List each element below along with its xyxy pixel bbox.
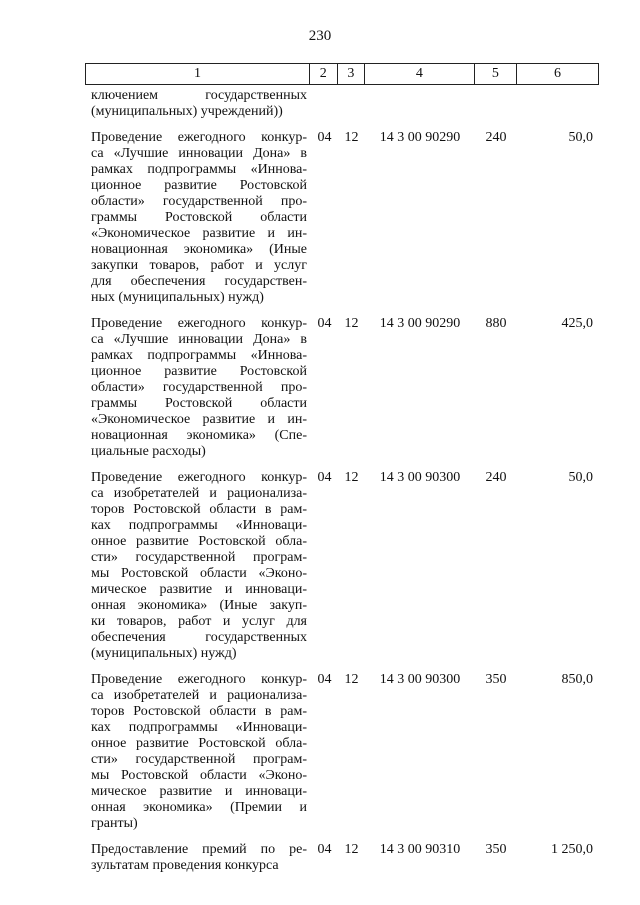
table-row [85,316,599,460]
description-line: ках подпрограммы «Инноваци- [91,720,307,735]
section-code: 04 [317,842,332,857]
header-col-1: 1 [193,66,201,81]
description-line: онное развитие Ростовской обла- [91,736,307,751]
section-code: 04 [317,672,332,687]
header-col-5: 5 [474,64,516,84]
description-line: циальные расходы) [91,444,206,459]
header-col-2: 2 [309,64,337,84]
expense-type-code: 240 [485,130,507,145]
description-line: гранты) [91,816,138,831]
row-description [85,130,311,306]
amount: 50,0 [568,130,593,145]
description-line: торов Ростовской области в рам- [91,502,307,517]
amount: 1 250,0 [551,842,593,857]
description-line: мы Ростовской области «Эконо- [91,566,307,581]
header-col-4: 4 [364,64,474,84]
amount: 425,0 [561,316,593,331]
description-line: ках подпрограммы «Инноваци- [91,518,307,533]
target-article-code: 14 3 00 90300 [379,672,461,687]
table-body [85,88,599,874]
page-number: 230 [308,28,332,44]
table-row [85,470,599,662]
description-line: (муниципальных) учреждений)) [91,104,283,119]
subsection-code: 12 [344,316,359,331]
subsection-code: 12 [344,672,359,687]
description-line: новационная экономика» (Спе- [91,428,307,443]
row-description [85,672,311,832]
description-line: (муниципальных) нужд) [91,646,237,661]
description-line: онная экономика» (Премии и [91,800,307,815]
description-line: зультатам проведения конкурса [91,858,279,873]
description-line: Проведение ежегодного конкур- [91,316,307,331]
description-line: ционное развитие Ростовской [91,364,307,379]
section-code: 04 [317,316,332,331]
section-code: 04 [317,470,332,485]
description-line: граммы Ростовской области [91,396,307,411]
subsection-code: 12 [344,842,359,857]
description-line: новационная экономика» (Иные [91,242,307,257]
section-code: 04 [317,130,332,145]
description-line: мическое развитие и инноваци- [91,784,307,799]
table-row [85,672,599,832]
target-article-code: 14 3 00 90300 [379,470,461,485]
description-line: са «Лучшие инновации Дона» в [91,146,307,161]
table-row [85,88,599,120]
description-line: торов Ростовской области в рам- [91,704,307,719]
description-line: мическое развитие и инноваци- [91,582,307,597]
header-col-3: 3 [337,64,365,84]
description-line: граммы Ростовской области [91,210,307,225]
description-line: для обеспечения государствен- [91,274,307,289]
description-line: сти» государственной програм- [91,752,307,767]
description-line: Предоставление премий по ре- [91,842,307,857]
description-line: области» государственной про- [91,380,307,395]
description-line: Проведение ежегодного конкур- [91,672,307,687]
description-line: мы Ростовской области «Эконо- [91,768,307,783]
description-line: ключением государственных [91,88,307,103]
description-line: «Экономическое развитие и ин- [91,226,307,241]
header-col-6: 6 [516,64,598,84]
target-article-code: 14 3 00 90310 [379,842,461,857]
description-line: сти» государственной програм- [91,550,307,565]
amount: 50,0 [568,470,593,485]
table-header [85,63,599,85]
description-line: «Экономическое развитие и ин- [91,412,307,427]
target-article-code: 14 3 00 90290 [379,316,461,331]
row-description [85,88,311,120]
description-line: ки товаров, работ и услуг для [91,614,307,629]
description-line: обеспечения государственных [91,630,307,645]
description-line: рамках подпрограммы «Иннова- [91,348,307,363]
expense-type-code: 240 [485,470,507,485]
row-description [85,470,311,662]
description-line: са изобретателей и рационализа- [91,688,307,703]
target-article-code: 14 3 00 90290 [379,130,461,145]
expense-type-code: 350 [485,672,507,687]
description-line: области» государственной про- [91,194,307,209]
table-row [85,842,599,874]
description-line: ционное развитие Ростовской [91,178,307,193]
row-description [85,316,311,460]
description-line: закупки товаров, работ и услуг [91,258,307,273]
row-description [85,842,311,874]
amount: 850,0 [561,672,593,687]
description-line: онное развитие Ростовской обла- [91,534,307,549]
table-row [85,130,599,306]
description-line: рамках подпрограммы «Иннова- [91,162,307,177]
description-line: онная экономика» (Иные закуп- [91,598,307,613]
subsection-code: 12 [344,470,359,485]
description-line: са изобретателей и рационализа- [91,486,307,501]
description-line: са «Лучшие инновации Дона» в [91,332,307,347]
description-line: Проведение ежегодного конкур- [91,470,307,485]
description-line: ных (муниципальных) нужд) [91,290,264,305]
subsection-code: 12 [344,130,359,145]
expense-type-code: 350 [485,842,507,857]
description-line: Проведение ежегодного конкур- [91,130,307,145]
expense-type-code: 880 [485,316,507,331]
